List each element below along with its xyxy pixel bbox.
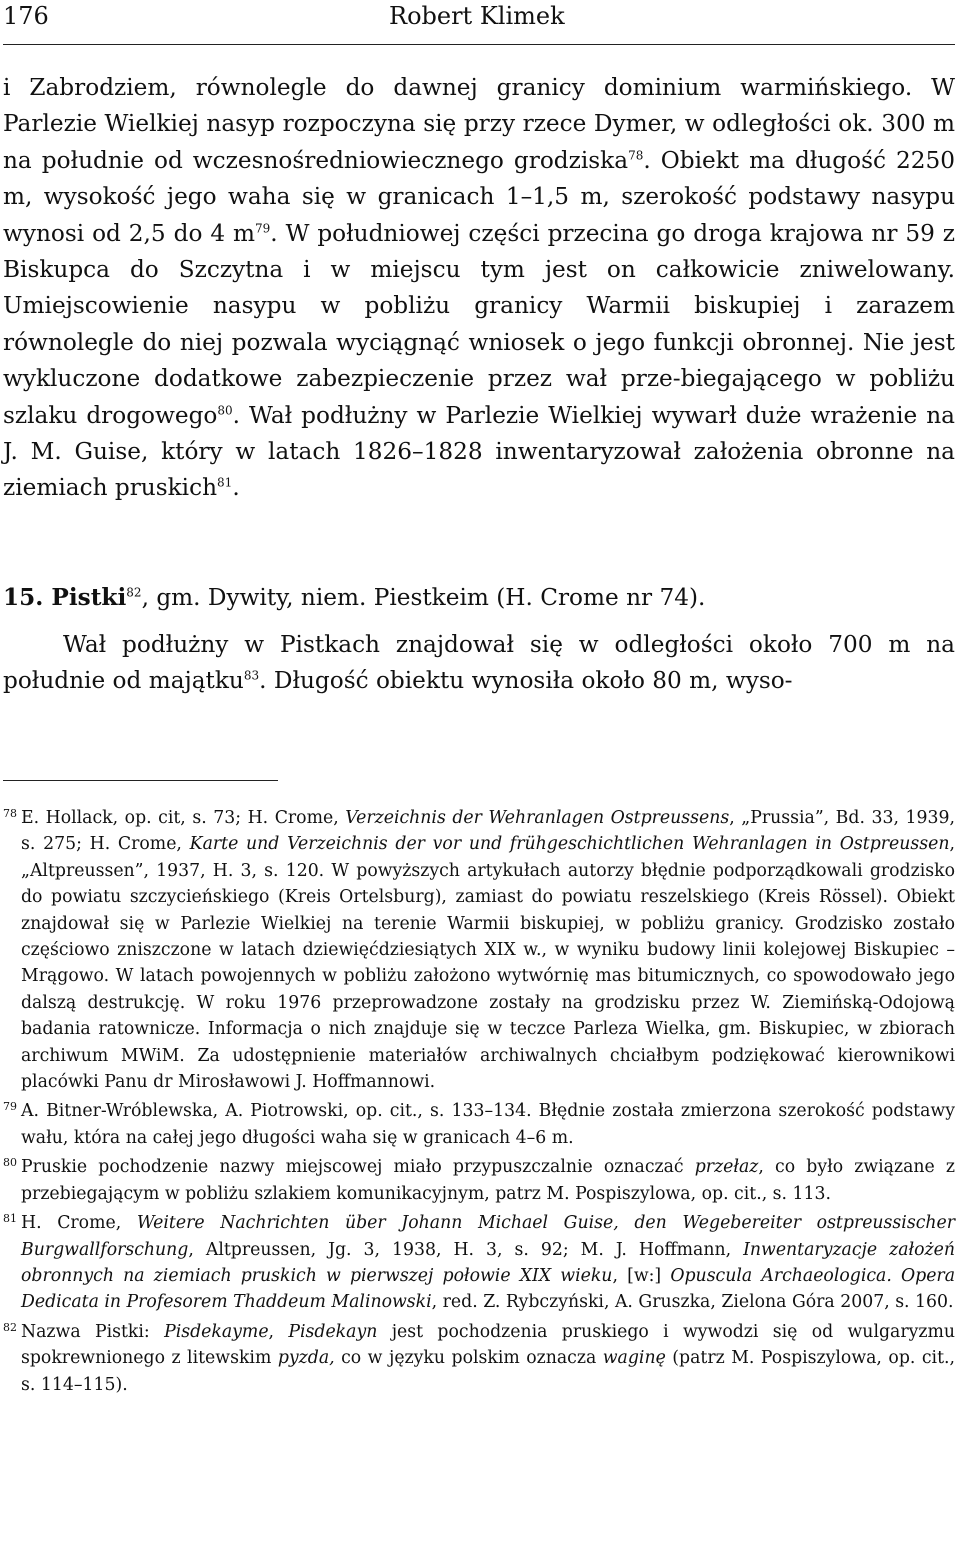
footnote-text: A. Bitner-Wróblewska, A. Piotrowski, op. cit., s. 133–134. Błędnie została zmierzona szerokość podstawy wału, która na całej jego długości waha się w granicach 4–6 m.	[21, 1101, 955, 1148]
footnote-separator	[3, 780, 278, 781]
page-header	[3, 0, 955, 45]
footnote-text: , [w:]	[612, 1265, 671, 1286]
footnote-79	[3, 1098, 955, 1151]
footnote-term: waginę	[602, 1348, 666, 1369]
footnote-ref: 79	[255, 220, 271, 235]
footnote-text: Pruskie pochodzenie nazwy miejscowej miało przypuszczalnie oznaczać	[21, 1157, 695, 1178]
section-heading-rest: , gm. Dywity, niem. Piestkeim (H. Crome nr 74).	[141, 584, 706, 611]
footnote-text: , Altpreussen, Jg. 3, 1938, H. 3, s. 92; M. J. Hoffmann,	[188, 1239, 744, 1260]
footnote-text: E. Hollack, op. cit, s. 73; H. Crome,	[21, 808, 346, 828]
body-paragraph	[3, 70, 955, 507]
footnote-text: , red. Z. Rybczyński, A. Gruszka, Zielona Góra 2007, s. 160.	[431, 1292, 954, 1313]
body-text-part: .	[232, 474, 240, 502]
running-head-author: Robert Klimek	[389, 2, 565, 30]
footnote-number: 79	[3, 1100, 17, 1114]
footnote-text: H. Crome,	[21, 1213, 137, 1234]
body-text-part: . W południowej części przecina go droga krajowa nr 59 z Biskupca do Szczytna i w miejscu tym jest on całkowicie zniwelowany. Umiejscowienie nasypu w pobliżu granicy Warmii biskupiej i zarazem równolegle do niej pozwala wyciągnąć wniosek o jego funkcji obronnej. Nie jest wykluczone dodatkowe zabezpieczenie przez wał prze-biegającego w pobliżu szlaku drogowego	[3, 219, 955, 429]
body-text-part: . Wał podłużny w Parlezie Wielkiej wywarł duże wrażenie na J. M. Guise, który w latach 1826–1828 inwentaryzował założenia obronne na ziemiach pruskich	[3, 401, 955, 502]
footnote-text: co w języku polskim oznacza	[334, 1348, 603, 1369]
body-text-part: . Obiekt ma długość 2250 m, wysokość jego waha się w granicach 1–1,5 m, szerokość podstawy nasypu wynosi od 2,5 do 4 m	[3, 146, 955, 247]
footnote-80	[3, 1154, 955, 1207]
footnote-text: Nazwa Pistki:	[21, 1321, 165, 1342]
footnote-number: 78	[3, 807, 17, 820]
footnote-text: jest pochodzenia pruskiego i wywodzi się od wulgaryzmu spokrewnionego z litewskim	[21, 1321, 955, 1369]
footnote-number: 80	[3, 1156, 17, 1170]
footnote-text: ,	[268, 1321, 289, 1342]
footnote-title: Verzeichnis der Wehranlagen Ostpreussens	[345, 808, 730, 828]
footnote-ref: 78	[628, 148, 644, 163]
footnote-ref: 81	[217, 475, 233, 490]
footnote-78	[3, 805, 955, 1095]
footnote-title: Opuscula Archaeologica. Opera Dedicata in Profesorem Thaddeum Malinowski	[21, 1265, 955, 1313]
footnote-ref: 80	[217, 402, 233, 417]
section-heading	[3, 580, 955, 616]
body-text-part: i Zabrodziem, równolegle do dawnej granicy dominium warmińskiego. W Parlezie Wielkiej nasyp rozpoczyna się przy rzece Dymer, w odległości ok. 300 m na południe od wczesnośredniowiecznego grodziska	[3, 74, 955, 174]
footnote-text: , „Prussia”, Bd. 33, 1939, s. 275; H. Crome,	[21, 808, 955, 855]
footnote-number: 82	[3, 1320, 17, 1334]
footnote-number: 81	[3, 1212, 17, 1226]
footnote-term: pyzda,	[277, 1348, 335, 1369]
footnote-81	[3, 1210, 955, 1316]
footnote-term: przełaz	[694, 1157, 759, 1178]
footnote-title: Weitere Nachrichten über Johann Michael Guise, den Wegebereiter ostpreussischer Burgwallforschung	[21, 1213, 955, 1260]
footnote-ref: 83	[243, 668, 260, 683]
footnote-title: Inwentaryzacje założeń obronnych na ziemiach pruskich w pierwszej połowie XIX wieku	[21, 1239, 955, 1286]
section-text-part: Wał podłużny w Pistkach znajdował się w odległości około 700 m na południe od majątku	[3, 631, 955, 695]
section-paragraph	[3, 627, 955, 700]
footnote-term: Pisdekayn	[288, 1321, 378, 1342]
page-number: 176	[3, 2, 49, 30]
footnote-title: Karte und Verzeichnis der vor und frühgeschichtlichen Wehranlagen in Ostpreussen	[189, 834, 950, 855]
footnote-text: (patrz M. Pospiszylowa, op. cit., s. 114–115).	[21, 1348, 956, 1395]
footnote-term: Pisdekayme	[164, 1321, 269, 1342]
footnote-ref: 82	[126, 585, 142, 600]
footnote-text: , „Altpreussen”, 1937, H. 3, s. 120. W powyższych artykułach autorzy błędnie podporządkowali grodzisko do powiatu szczycieńskiego (Kreis Ortelsburg), zamiast do powiatu reszelskiego (Kreis Rössel). Obiekt znajdował się w Parlezie Wielkiej na terenie Warmii biskupiej, w pobliżu granicy. Grodzisko zostało częściowo zniszczone w latach dziewięćdziesiątych XIX w., w wyniku budowy linii kolejowej Biskupiec – Mrągowo. W latach powojennych w pobliżu założono wytwórnię mas bitumicznych, co spowodowało jego dalszą destrukcję. W roku 1976 przeprowadzone zostały na grodzisku przez W. Ziemińską-Odojową badania ratownicze. Informacja o nich znajduje się w teczce Parleza Wielka, gm. Biskupiec, w zbiorach archiwum MWiM. Za udostępnienie materiałów archiwalnych chciałbym podziękować kierownikowi placówki Panu dr Mirosławowi J. Hoffmannowi.	[21, 834, 956, 1093]
footnote-82	[3, 1319, 955, 1398]
section-text-part: . Długość obiektu wynosiła około 80 m, wyso-	[259, 667, 793, 695]
section-heading-title: 15. Pistki	[3, 584, 127, 611]
footnotes	[3, 805, 955, 1401]
footnote-text: , co było związane z przebiegającym w pobliżu szlakiem komunikacyjnym, patrz M. Pospiszylowa, op. cit., s. 113.	[21, 1157, 955, 1204]
